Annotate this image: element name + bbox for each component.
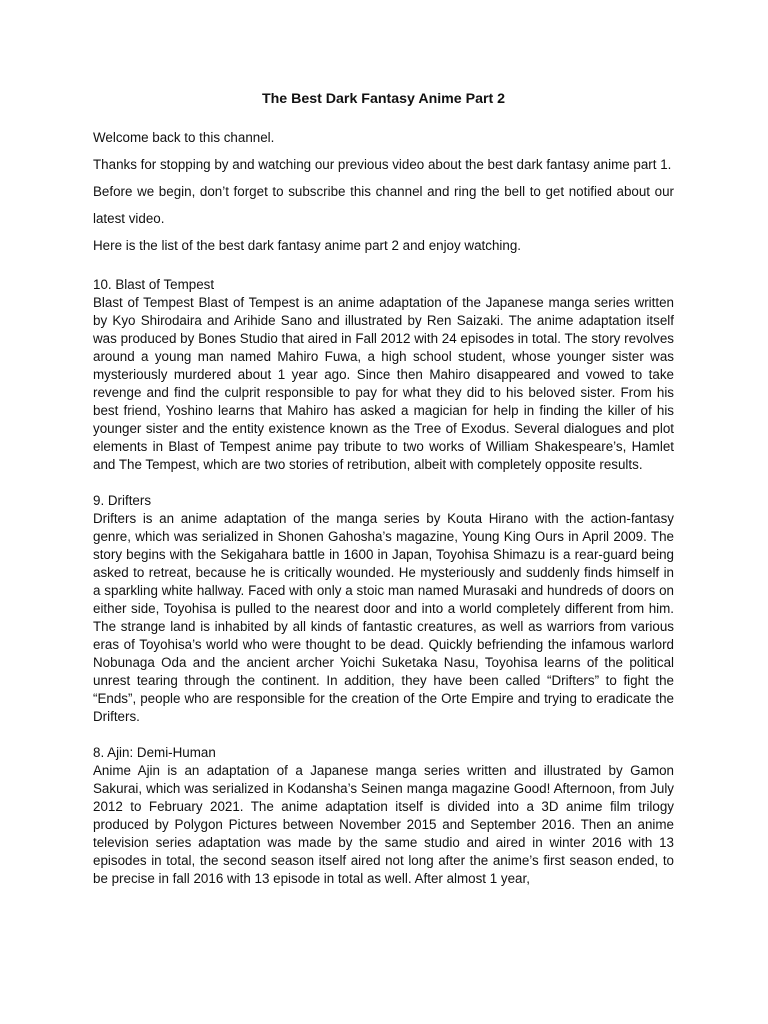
document-title: The Best Dark Fantasy Anime Part 2 [261, 91, 506, 107]
section-body: Anime Ajin is an adaptation of a Japanese manga series written and illustrated by Gamon Sakurai, which was serialized in Kodansha’s Seinen manga magazine Good! Afternoon, from July 2012 to February 2021. The anime adaptation itself is divided into a 3D anime film trilogy produced by Polygon Pictures between November 2015 and September 2016. Then an anime television series adaptation was made by the same studio and aired in winter 2016 with 13 episodes in total, the second season itself aired not long after the anime’s first season ended, to be precise in fall 2016 with 13 episode in total as well. After almost 1 year, [93, 763, 674, 886]
intro-block [93, 124, 674, 259]
section-body: Drifters is an anime adaptation of the manga series by Kouta Hirano with the action-fantasy genre, which was serialized in Shonen Gahosha’s magazine, Young King Ours in April 2009. The story begins with the Sekigahara battle in 1600 in Japan, Toyohisa Shimazu is a rear-guard being asked to retreat, because he is critically wounded. He mysteriously and suddenly finds himself in a sparkling white hallway. Faced with only a stoic man named Murasaki and hundreds of doors on either side, Toyohisa is pulled to the nearest door and into a world completely different from him. The strange land is inhabited by all kinds of fantastic creatures, as well as warriors from various eras of Toyohisa’s world who were thought to be dead. Quickly befriending the infamous warlord Nobunaga Oda and the ancient archer Yoichi Suketaka Nasu, Toyohisa learns of the political unrest tearing through the continent. In addition, they have been called “Drifters” to fight the “Ends”, people who are responsible for the creation of the Orte Empire and trying to eradicate the Drifters. [93, 511, 674, 724]
section-heading: 8. Ajin: Demi-Human [93, 745, 216, 760]
intro-paragraph: Here is the list of the best dark fantasy anime part 2 and enjoy watching. [93, 238, 521, 253]
section-heading: 9. Drifters [93, 493, 152, 508]
intro-paragraph: Welcome back to this channel. [93, 130, 275, 145]
spacer [93, 259, 674, 276]
section-drifters [93, 492, 674, 726]
section-heading: 10. Blast of Tempest [93, 277, 215, 292]
intro-paragraph: Before we begin, don’t forget to subscribe this channel and ring the bell to get notified about our latest video. [93, 184, 674, 226]
section-ajin [93, 744, 674, 888]
section-body: Blast of Tempest Blast of Tempest is an anime adaptation of the Japanese manga series written by Kyo Shirodaira and Arihide Sano and illustrated by Ren Saizaki. The anime adaptation itself was produced by Bones Studio that aired in Fall 2012 with 24 episodes in total. The story revolves around a young man named Mahiro Fuwa, a high school student, whose younger sister was mysteriously murdered about 1 year ago. Since then Mahiro disappeared and vowed to take revenge and find the culprit responsible to pay for what they did to his beloved sister. From his best friend, Yoshino learns that Mahiro has asked a magician for help in finding the killer of his younger sister and the entity existence known as the Tree of Exodus. Several dialogues and plot elements in Blast of Tempest anime pay tribute to two works of William Shakespeare’s, Hamlet and The Tempest, which are two stories of retribution, albeit with completely opposite results. [93, 295, 674, 472]
document-page [93, 88, 674, 888]
spacer [93, 474, 674, 492]
spacer [93, 726, 674, 744]
intro-paragraph: Thanks for stopping by and watching our previous video about the best dark fantasy anime part 1. [93, 157, 672, 172]
section-blast-of-tempest [93, 276, 674, 474]
